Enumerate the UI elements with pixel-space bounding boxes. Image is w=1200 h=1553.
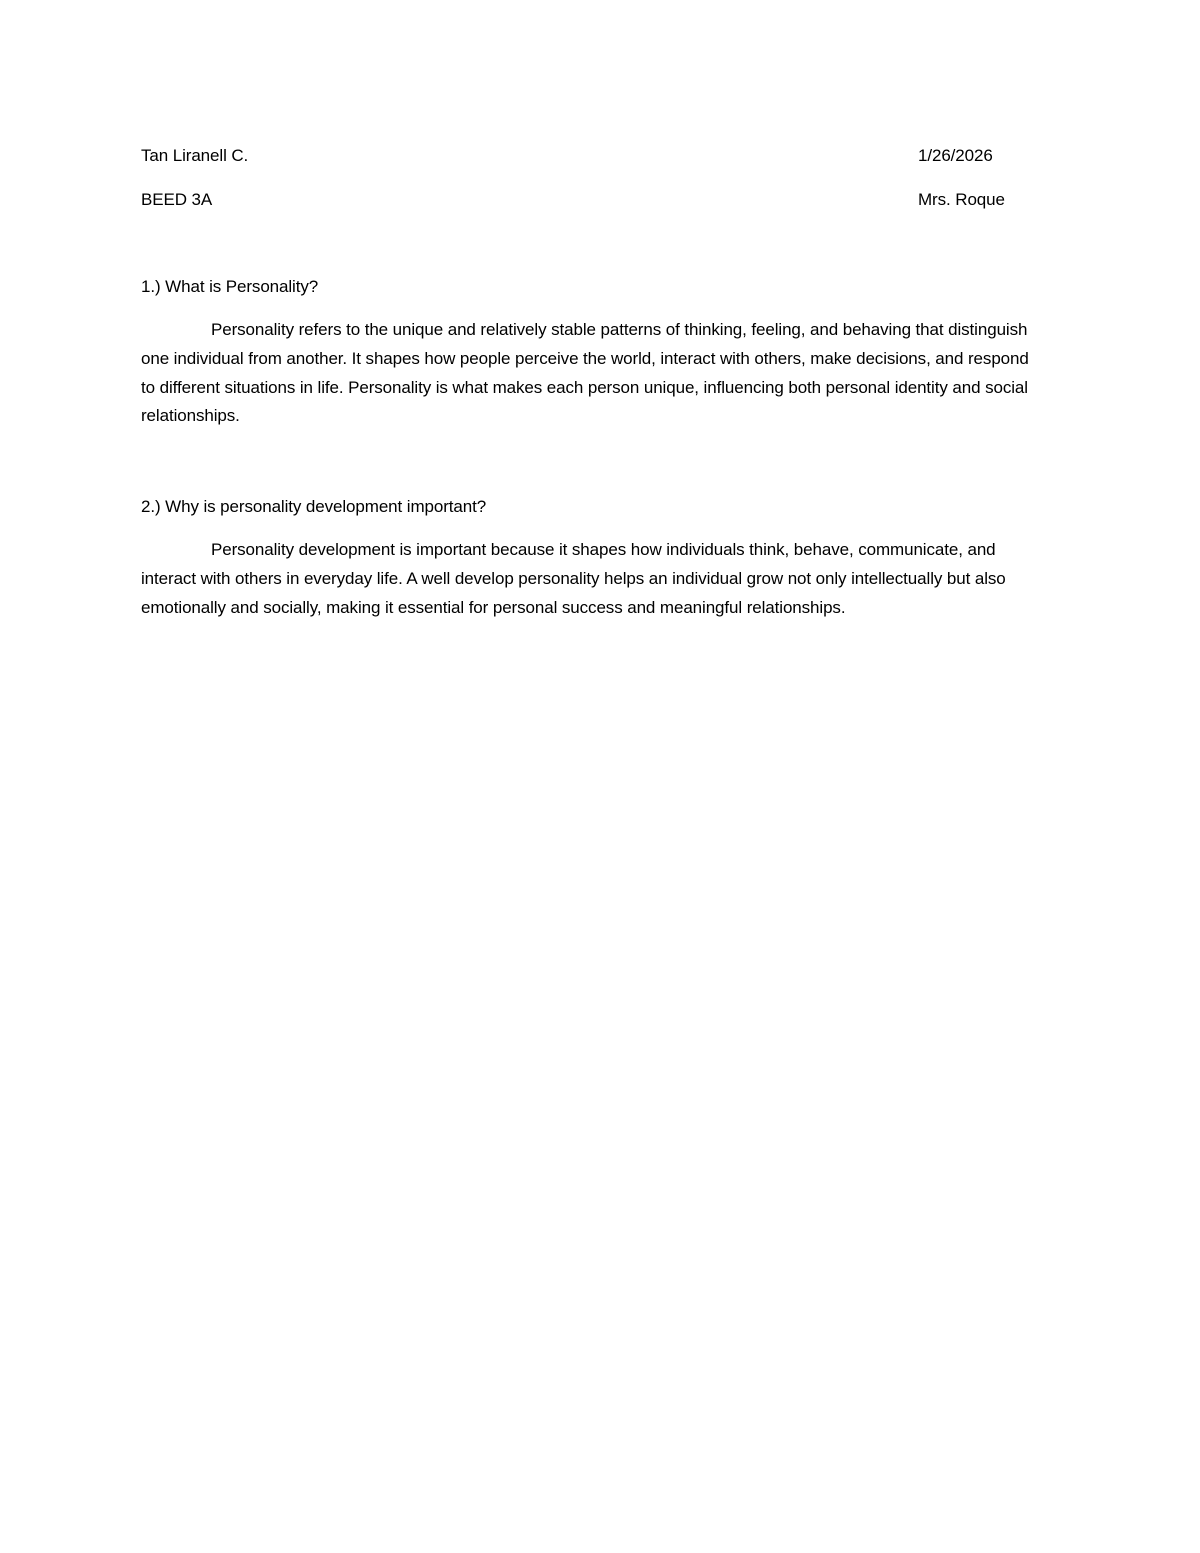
answer-1: Personality refers to the unique and relatively stable patterns of thinking, feeling, and behaving that distinguish one individual from another. It shapes how people perceive the world, interact with others, make decisions, and respond to different situations in life. Personality is what makes each person unique, influencing both personal identity and social relationships. <box>141 320 1029 426</box>
header-row-1 <box>141 141 1046 170</box>
document-body <box>141 140 1046 623</box>
header-row-2 <box>141 185 1046 214</box>
answer-2: Personality development is important because it shapes how individuals think, behave, communicate, and interact with others in everyday life. A well develop personality helps an individual grow not only intellectually but also emotionally and socially, making it essential for personal success and meaningful relationships. <box>141 540 1006 617</box>
date: 1/26/2026 <box>918 146 993 165</box>
teacher-name: Mrs. Roque <box>918 190 1005 209</box>
class-section: BEED 3A <box>141 190 213 209</box>
student-name: Tan Liranell C. <box>141 146 249 165</box>
question-2: 2.) Why is personality development important? <box>141 497 487 517</box>
question-1: 1.) What is Personality? <box>141 277 319 296</box>
